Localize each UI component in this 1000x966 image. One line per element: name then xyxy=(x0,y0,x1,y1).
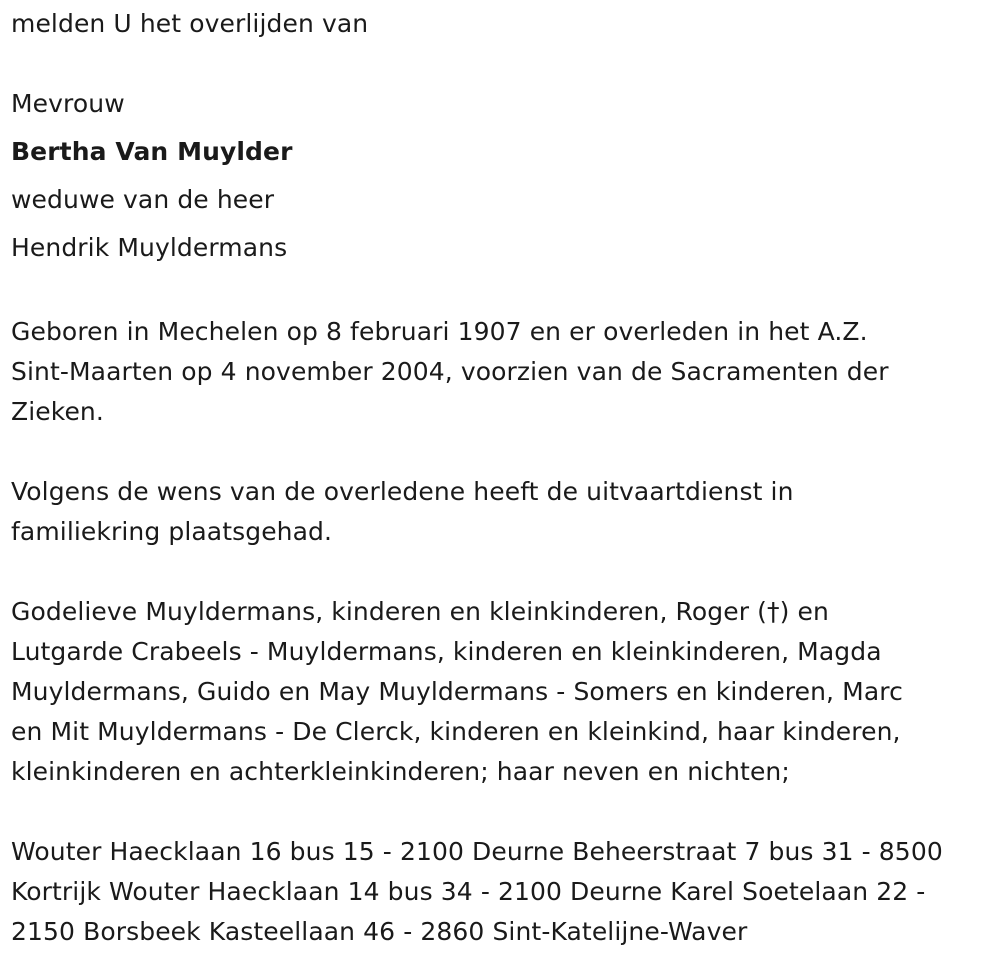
paragraph-line: Lutgarde Crabeels - Muyldermans, kinderen en kleinkinderen, Magda xyxy=(11,637,882,666)
spacer xyxy=(11,792,986,832)
addresses-paragraph xyxy=(11,832,986,952)
spacer xyxy=(11,432,986,472)
paragraph-line: Muyldermans, Guido en May Muyldermans - Somers en kinderen, Marc xyxy=(11,677,903,706)
intro-text: melden U het overlijden van xyxy=(11,9,369,38)
spouse-name: Hendrik Muyldermans xyxy=(11,233,288,262)
paragraph-line: Godelieve Muyldermans, kinderen en kleinkinderen, Roger (†) en xyxy=(11,597,829,626)
paragraph-line: en Mit Muyldermans - De Clerck, kinderen en kleinkind, haar kinderen, xyxy=(11,717,901,746)
family-paragraph xyxy=(11,592,986,792)
spacer xyxy=(11,48,986,80)
paragraph-line: Kortrijk Wouter Haecklaan 14 bus 34 - 2100 Deurne Karel Soetelaan 22 - xyxy=(11,877,926,906)
salutation: Mevrouw xyxy=(11,89,125,118)
spacer xyxy=(11,552,986,592)
paragraph-line: Zieken. xyxy=(11,397,104,426)
paragraph-line: kleinkinderen en achterkleinkinderen; haar neven en nichten; xyxy=(11,757,790,786)
birth-death-paragraph xyxy=(11,312,986,432)
paragraph-line: Geboren in Mechelen op 8 februari 1907 en er overleden in het A.Z. xyxy=(11,317,868,346)
relation-text: weduwe van de heer xyxy=(11,185,275,214)
paragraph-line: Sint-Maarten op 4 november 2004, voorzien van de Sacramenten der xyxy=(11,357,889,386)
paragraph-line: Volgens de wens van de overledene heeft de uitvaartdienst in xyxy=(11,477,794,506)
funeral-paragraph xyxy=(11,472,986,552)
deceased-name: Bertha Van Muylder xyxy=(11,137,293,166)
paragraph-line: familiekring plaatsgehad. xyxy=(11,517,333,546)
spacer xyxy=(11,272,986,312)
paragraph-line: Wouter Haecklaan 16 bus 15 - 2100 Deurne Beheerstraat 7 bus 31 - 8500 xyxy=(11,837,943,866)
death-notice xyxy=(11,0,986,952)
paragraph-line: 2150 Borsbeek Kasteellaan 46 - 2860 Sint-Katelijne-Waver xyxy=(11,917,748,946)
